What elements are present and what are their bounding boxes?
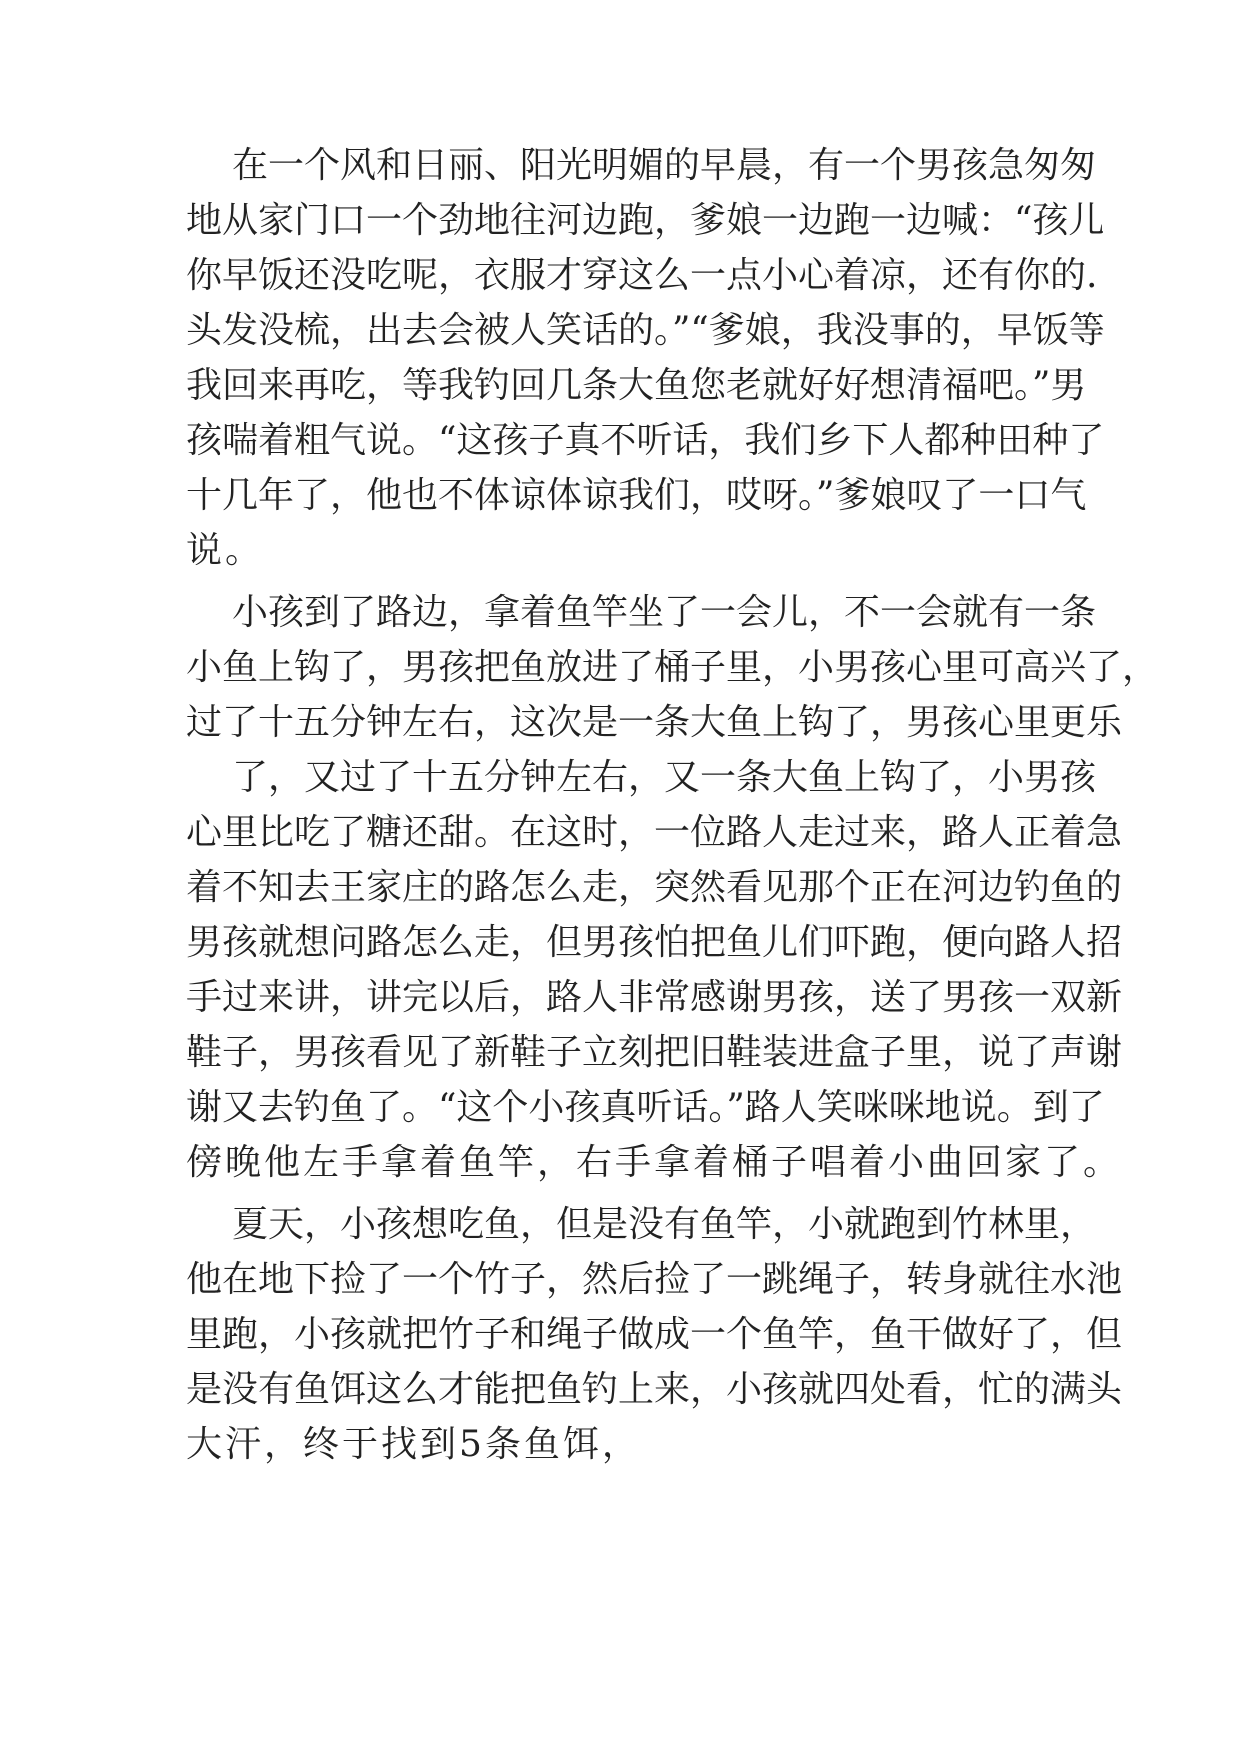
paragraph-1-line-4: 头发没梳，出去会被人笑话的。”“爹娘，我没事的，早饭等 [186, 310, 1105, 351]
paragraph-1-line-1: 在一个风和日丽、阳光明媚的早晨，有一个男孩急匆匆 [232, 145, 1097, 186]
paragraph-4-line-4: 是没有鱼饵这么才能把鱼钓上来，小孩就四处看，忙的满头 [186, 1369, 1123, 1410]
paragraph-4-line-3: 里跑，小孩就把竹子和绳子做成一个鱼竿，鱼干做好了，但 [186, 1314, 1123, 1355]
paragraph-2-line-1: 小孩到了路边，拿着鱼竿坐了一会儿，不一会就有一条 [232, 592, 1097, 633]
paragraph-3-line-1: 了，又过了十五分钟左右，又一条大鱼上钩了，小男孩 [232, 757, 1097, 798]
paragraph-3-line-4: 男孩就想问路怎么走，但男孩怕把鱼儿们吓跑，便向路人招 [186, 922, 1123, 963]
paragraph-1-line-8: 说。 [186, 530, 265, 571]
paragraph-1-line-6: 孩喘着粗气说。“这孩子真不听话，我们乡下人都种田种了 [186, 420, 1105, 461]
paragraph-3-line-5: 手过来讲，讲完以后，路人非常感谢男孩，送了男孩一双新 [186, 977, 1123, 1018]
paragraph-3-line-7: 谢又去钓鱼了。“这个小孩真听话。”路人笑咪咪地说。到了 [186, 1087, 1105, 1128]
paragraph-1-line-2: 地从家门口一个劲地往河边跑，爹娘一边跑一边喊：“孩儿 [186, 200, 1105, 241]
paragraph-3-line-2: 心里比吃了糖还甜。在这时，一位路人走过来，路人正着急 [186, 812, 1123, 853]
paragraph-4-line-2: 他在地下捡了一个竹子，然后捡了一跳绳子，转身就往水池 [186, 1259, 1123, 1300]
paragraph-1-line-3: 你早饭还没吃呢，衣服才穿这么一点小心着凉，还有你的. [186, 255, 1098, 296]
paragraph-4-line-5: 大汗，终于找到5条鱼饵， [186, 1424, 641, 1465]
paragraph-1-line-7: 十几年了，他也不体谅体谅我们，哎呀。”爹娘叹了一口气 [186, 475, 1087, 516]
paragraph-4-line-1: 夏天，小孩想吃鱼，但是没有鱼竿，小就跑到竹林里， [232, 1204, 1097, 1245]
paragraph-3-line-6: 鞋子，男孩看见了新鞋子立刻把旧鞋装进盒子里，说了声谢 [186, 1032, 1123, 1073]
paragraph-1-line-5: 我回来再吃，等我钓回几条大鱼您老就好好想清福吧。”男 [186, 365, 1087, 406]
paragraph-3-line-8: 傍晚他左手拿着鱼竿，右手拿着桶子唱着小曲回家了。 [186, 1142, 1123, 1183]
paragraph-3-line-3: 着不知去王家庄的路怎么走，突然看见那个正在河边钓鱼的 [186, 867, 1123, 908]
paragraph-2-line-3: 过了十五分钟左右，这次是一条大鱼上钩了，男孩心里更乐 [186, 702, 1123, 743]
paragraph-2-line-2: 小鱼上钩了，男孩把鱼放进了桶子里，小男孩心里可高兴了， [186, 647, 1159, 688]
